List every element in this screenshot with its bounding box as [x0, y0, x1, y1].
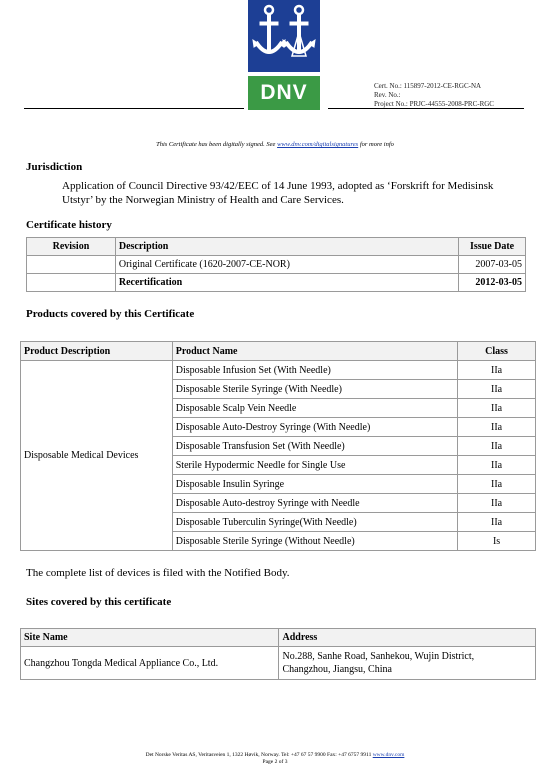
site-name-cell: Changzhou Tongda Medical Appliance Co., Ltd.: [21, 647, 279, 680]
product-name-cell: Disposable Auto-destroy Syringe with Needle: [172, 494, 457, 513]
signature-link[interactable]: www.dnv.com/digitalsignatures: [277, 141, 359, 148]
project-number: Project No.: PRJC-44555-2008-PRC-RGC: [374, 100, 494, 108]
revision-cell: [27, 274, 116, 292]
class-cell: IIa: [458, 475, 536, 494]
class-cell: IIa: [458, 456, 536, 475]
sites-table: [20, 628, 536, 680]
signature-note: This Certificate has been digitally signed. See www.dnv.com/digitalsignatures for more info: [156, 141, 394, 148]
col-issue-date: Issue Date: [459, 238, 526, 256]
product-name-cell: Disposable Sterile Syringe (With Needle): [172, 380, 457, 399]
date-cell: 2012-03-05: [459, 274, 526, 292]
page-number: Page 2 of 3: [262, 759, 288, 765]
table-row: [21, 361, 536, 380]
sites-heading: Sites covered by this certificate: [26, 596, 172, 608]
history-heading: Certificate history: [26, 219, 112, 231]
product-description-cell: Disposable Medical Devices: [21, 361, 173, 551]
jurisdiction-text: Application of Council Directive 93/42/EEC of 14 June 1993, adopted as ‘Forskrift for Medisinsk Utstyr’ by the Norwegian Ministry of Health and Care Services.: [62, 180, 494, 206]
history-header-row: [27, 238, 526, 256]
product-name-cell: Disposable Transfusion Set (With Needle): [172, 437, 457, 456]
table-row: [27, 274, 526, 292]
class-cell: Is: [458, 532, 536, 551]
sites-header-row: [21, 629, 536, 647]
table-row: [21, 647, 536, 680]
devices-note: The complete list of devices is filed with the Notified Body.: [26, 567, 290, 579]
col-product-description: Product Description: [21, 342, 173, 361]
address-cell: No.288, Sanhe Road, Sanhekou, Wujin District, Changzhou, Jiangsu, China: [279, 647, 536, 680]
certificate-info: [374, 82, 494, 109]
product-name-cell: Sterile Hypodermic Needle for Single Use: [172, 456, 457, 475]
class-cell: IIa: [458, 361, 536, 380]
description-cell: Original Certificate (1620-2007-CE-NOR): [115, 256, 458, 274]
rev-number: Rev. No.:: [374, 91, 401, 99]
table-row: [27, 256, 526, 274]
page-footer: Det Norske Veritas AS, Veritasveien 1, 1322 Høvik, Norway. Tel: +47 67 57 9900 Fax: +47 6757 9911 www.dnv.com Page 2 of 3: [0, 752, 550, 766]
class-cell: IIa: [458, 494, 536, 513]
revision-cell: [27, 256, 116, 274]
jurisdiction-heading: Jurisdiction: [26, 161, 83, 173]
product-name-cell: Disposable Infusion Set (With Needle): [172, 361, 457, 380]
class-cell: IIa: [458, 399, 536, 418]
products-table: [20, 341, 536, 551]
class-cell: IIa: [458, 380, 536, 399]
col-description: Description: [115, 238, 458, 256]
date-cell: 2007-03-05: [459, 256, 526, 274]
footer-link[interactable]: www.dnv.com: [372, 752, 405, 758]
products-header-row: [21, 342, 536, 361]
product-name-cell: Disposable Scalp Vein Needle: [172, 399, 457, 418]
product-name-cell: Disposable Insulin Syringe: [172, 475, 457, 494]
header-rule-left: [24, 108, 244, 109]
col-revision: Revision: [27, 238, 116, 256]
products-heading: Products covered by this Certificate: [26, 308, 195, 320]
class-cell: IIa: [458, 437, 536, 456]
cert-number: Cert. No.: 115897-2012-CE-RGC-NA: [374, 82, 482, 90]
class-cell: IIa: [458, 418, 536, 437]
col-address: Address: [279, 629, 536, 647]
col-class: Class: [458, 342, 536, 361]
col-site-name: Site Name: [21, 629, 279, 647]
dnv-logo-emblem: [248, 0, 320, 72]
product-name-cell: Disposable Sterile Syringe (Without Needle): [172, 532, 457, 551]
product-name-cell: Disposable Tuberculin Syringe(With Needle): [172, 513, 457, 532]
col-product-name: Product Name: [172, 342, 457, 361]
class-cell: IIa: [458, 513, 536, 532]
product-name-cell: Disposable Auto-Destroy Syringe (With Needle): [172, 418, 457, 437]
description-cell: Recertification: [115, 274, 458, 292]
history-table: [26, 237, 526, 292]
dnv-logo-text: DNV: [248, 76, 320, 110]
